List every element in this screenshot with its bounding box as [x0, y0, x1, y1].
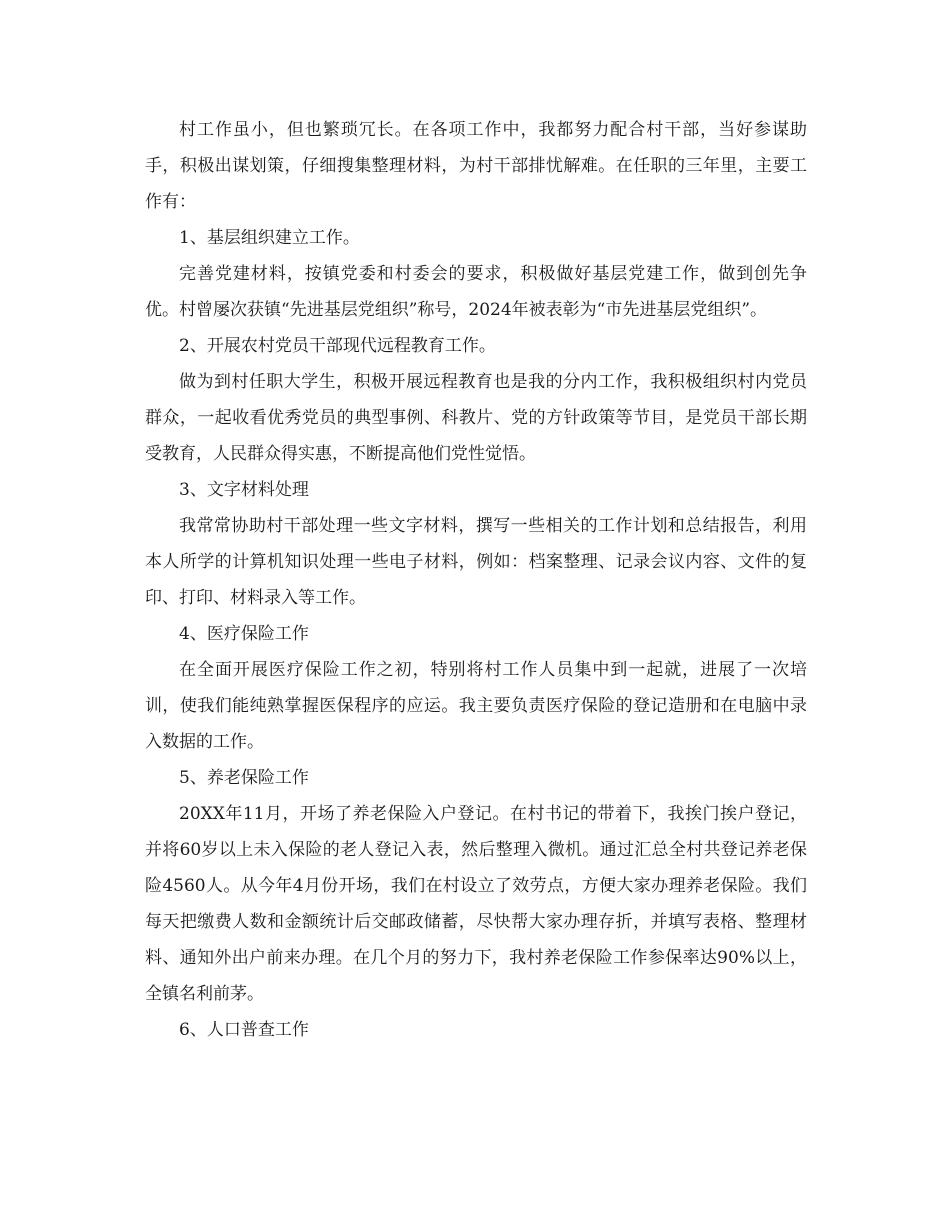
section-heading-3: 3、文字材料处理	[179, 480, 309, 500]
section-heading-5: 5、养老保险工作	[179, 768, 309, 788]
section-paragraph-2: 做为到村任职大学生，积极开展远程教育也是我的分内工作，我积极组织村内党员群众，一起收看优秀党员的典型事例、科教片、党的方针政策等节目，是党员干部长期受教育，人民群众得实惠，不断提高他们党性觉悟。	[145, 372, 807, 464]
section-heading-6: 6、人口普查工作	[179, 1020, 309, 1040]
section-heading-1: 1、基层组织建立工作。	[179, 228, 360, 248]
section-paragraph-5: 20XX年11月，开场了养老保险入户登记。在村书记的带着下，我挨门挨户登记，并将60岁以上未入保险的老人登记入表，然后整理入微机。通过汇总全村共登记养老保险4560人。从今年4月份开场，我们在村设立了效劳点，方便大家办理养老保险。我们每天把缴费人数和金额统计后交邮政储蓄，尽快帮大家办理存折，并填写表格、整理材料、通知外出户前来办理。在几个月的努力下，我村养老保险工作参保率达90%以上，全镇名利前茅。	[145, 804, 807, 1004]
section-paragraph-3: 我常常协助村干部处理一些文字材料，撰写一些相关的工作计划和总结报告，利用本人所学的计算机知识处理一些电子材料，例如：档案整理、记录会议内容、文件的复印、打印、材料录入等工作。	[145, 516, 807, 608]
intro-paragraph: 村工作虽小，但也繁琐冗长。在各项工作中，我都努力配合村干部，当好参谋助手，积极出谋划策，仔细搜集整理材料，为村干部排忧解难。在任职的三年里，主要工作有：	[145, 120, 807, 212]
section-heading-4: 4、医疗保险工作	[179, 624, 309, 644]
section-paragraph-1: 完善党建材料，按镇党委和村委会的要求，积极做好基层党建工作，做到创先争优。村曾屡次获镇“先进基层党组织”称号，2024年被表彰为“市先进基层党组织”。	[145, 264, 807, 320]
section-heading-2: 2、开展农村党员干部现代远程教育工作。	[179, 336, 496, 356]
section-paragraph-4: 在全面开展医疗保险工作之初，特别将村工作人员集中到一起就，进展了一次培训，使我们能纯熟掌握医保程序的应运。我主要负责医疗保险的登记造册和在电脑中录入数据的工作。	[145, 660, 807, 752]
document-body	[145, 112, 807, 1048]
